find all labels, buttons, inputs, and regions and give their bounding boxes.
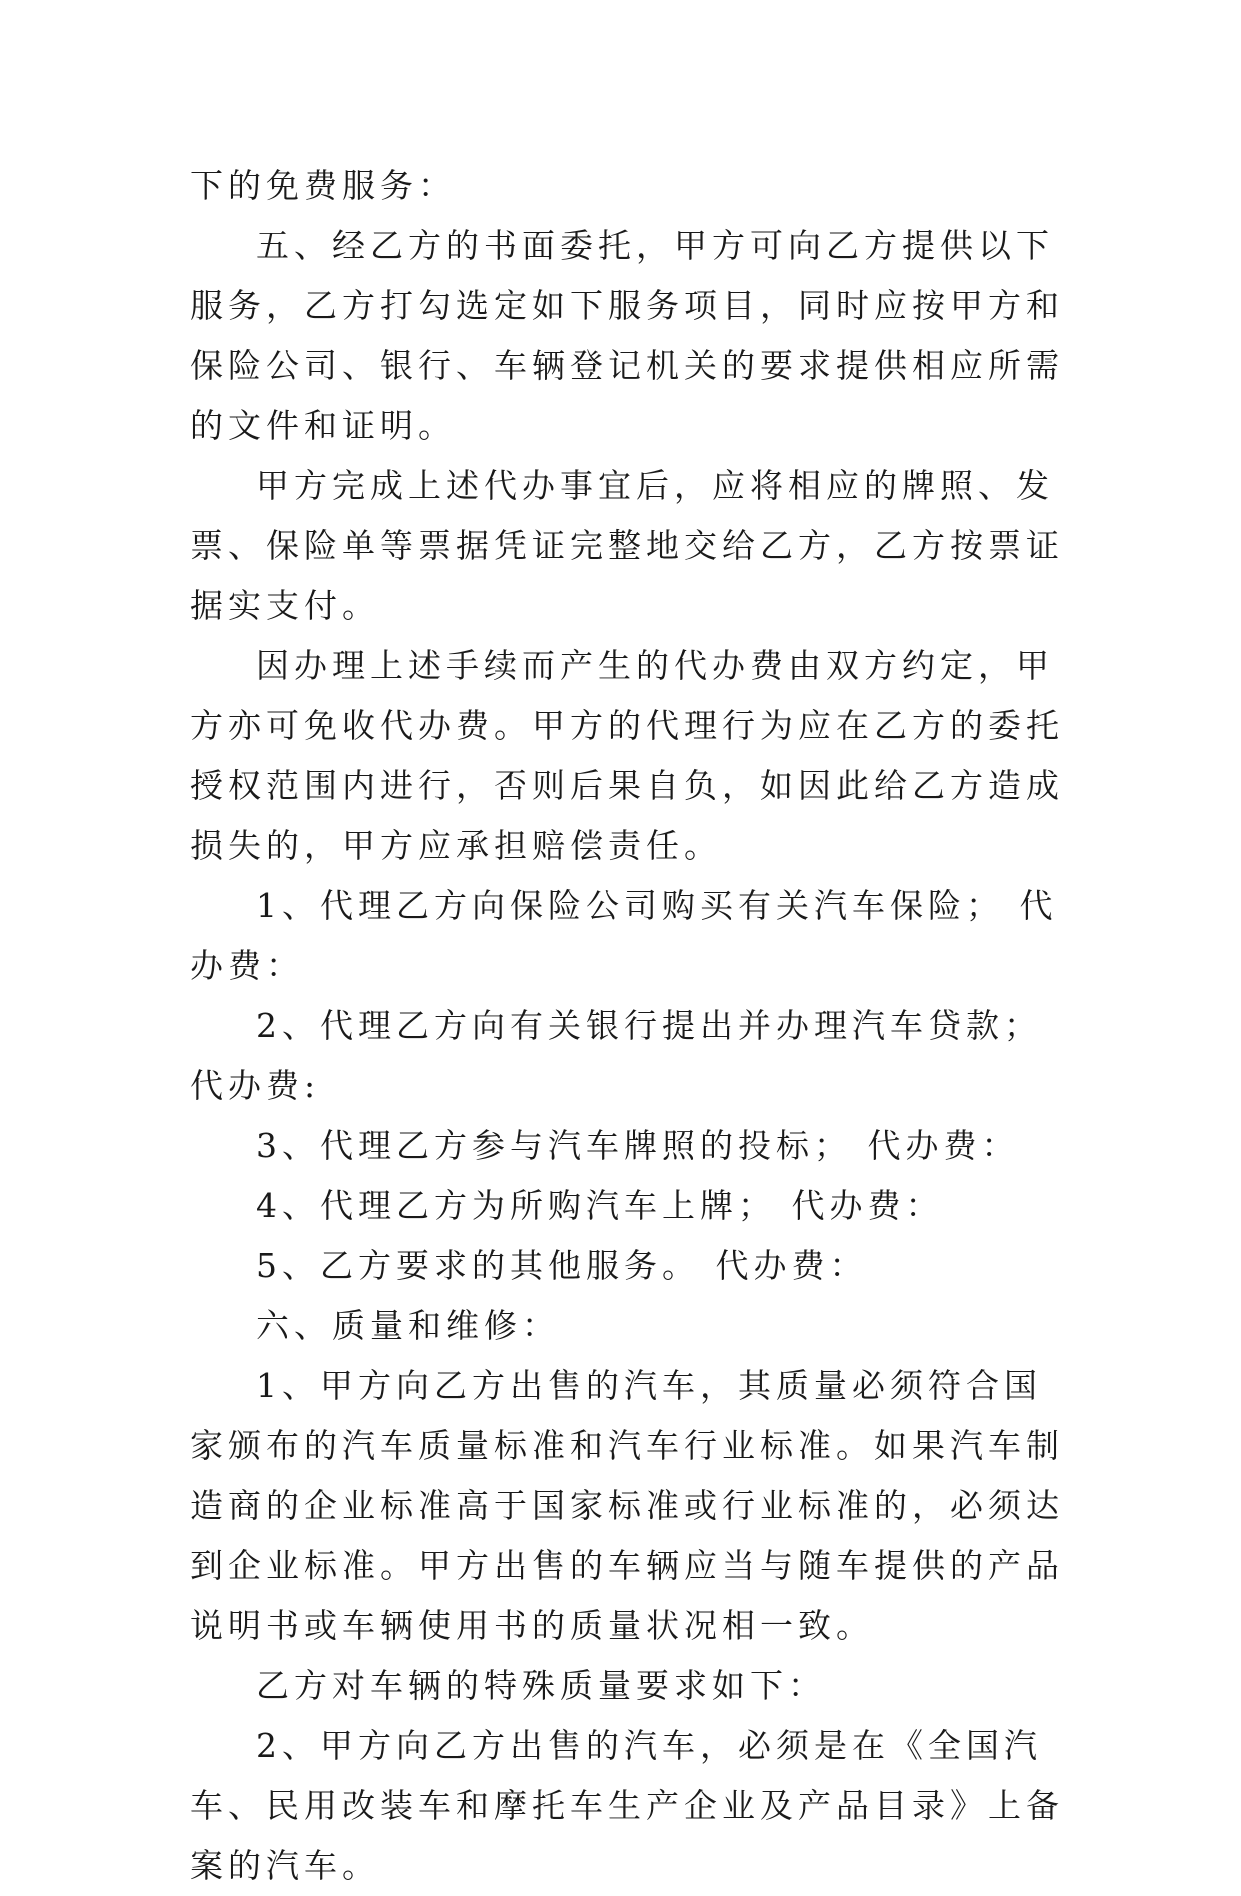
paragraph-catalog-registration: 2、甲方向乙方出售的汽车，必须是在《全国汽车、民用改装车和摩托车生产企业及产品目录》上备案的汽车。 — [190, 1726, 1064, 1885]
service-item-loan: 2、代理乙方向有关银行提出并办理汽车贷款； 代办费: — [190, 1006, 1042, 1105]
heading-clause-6: 六、质量和维修： — [256, 1306, 560, 1345]
paragraph-quality-standard: 1、甲方向乙方出售的汽车，其质量必须符合国家颁布的汽车质量标准和汽车行业标准。如果汽车制造商的企业标准高于国家标准或行业标准的，必须达到企业标准。甲方出售的车辆应当与随车提供的产品说明书或车辆使用书的质量状况相一致。 — [190, 1366, 1064, 1645]
paragraph-clause-5: 五、经乙方的书面委托，甲方可向乙方提供以下服务，乙方打勾选定如下服务项目，同时应按甲方和保险公司、银行、车辆登记机关的要求提供相应所需的文件和证明。 — [190, 226, 1064, 445]
paragraph-special-quality: 乙方对车辆的特殊质量要求如下： — [256, 1666, 826, 1705]
document-body — [190, 156, 1070, 1896]
service-item-insurance: 1、代理乙方向保险公司购买有关汽车保险； 代办费： — [190, 886, 1058, 985]
service-item-other: 5、乙方要求的其他服务。 代办费： — [256, 1246, 868, 1285]
paragraph-documents-handover: 甲方完成上述代办事宜后，应将相应的牌照、发票、保险单等票据凭证完整地交给乙方，乙方按票证据实支付。 — [190, 466, 1064, 625]
service-item-registration: 4、代理乙方为所购汽车上牌； 代办费： — [256, 1186, 944, 1225]
paragraph-agency-fee: 因办理上述手续而产生的代办费由双方约定，甲方亦可免收代办费。甲方的代理行为应在乙方的委托授权范围内进行，否则后果自负，如因此给乙方造成损失的，甲方应承担赔偿责任。 — [190, 646, 1064, 865]
service-item-plate-bid: 3、代理乙方参与汽车牌照的投标； 代办费： — [256, 1126, 1020, 1165]
paragraph-free-service: 下的免费服务： — [190, 166, 456, 205]
